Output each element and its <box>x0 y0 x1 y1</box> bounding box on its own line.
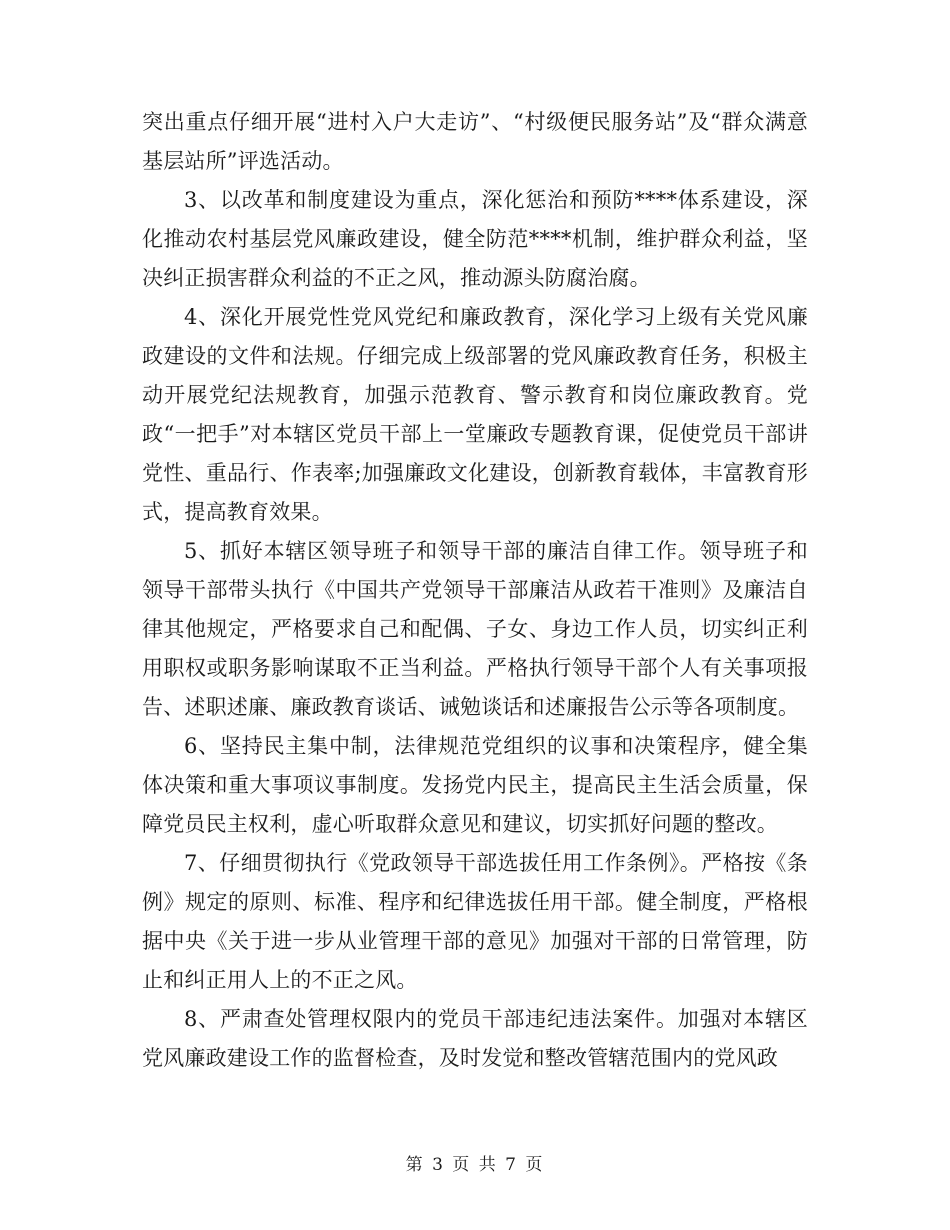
paragraph-item-4: 4、深化开展党性党风党纪和廉政教育，深化学习上级有关党风廉政建设的文件和法规。仔细完成上级部署的党风廉政教育任务，积极主动开展党纪法规教育，加强示范教育、警示教育和岗位廉政教育。党政“一把手”对本辖区党员干部上一堂廉政专题教育课，促使党员干部讲党性、重品行、作表率;加强廉政文化建设，创新教育载体，丰富教育形式，提高教育效果。 <box>142 305 808 524</box>
paragraph-item-7: 7、仔细贯彻执行《党政领导干部选拔任用工作条例》。严格按《条例》规定的原则、标准、程序和纪律选拔任用干部。健全制度，严格根据中央《关于进一步从业管理干部的意见》加强对干部的日常管理，防止和纠正用人上的不正之风。 <box>142 851 808 992</box>
page-number-footer: 第 3 页 共 7 页 <box>405 1155 545 1175</box>
paragraph-item-6: 6、坚持民主集中制，法律规范党组织的议事和决策程序，健全集体决策和重大事项议事制度。发扬党内民主，提高民主生活会质量，保障党员民主权利，虚心听取群众意见和建议，切实抓好问题的整改。 <box>142 734 808 836</box>
document-body <box>142 103 808 1078</box>
paragraph-item-3: 3、以改革和制度建设为重点，深化惩治和预防****体系建设，深化推动农村基层党风廉政建设，健全防范****机制，维护群众利益，坚决纠正损害群众利益的不正之风，推动源头防腐治腐。 <box>142 188 808 290</box>
paragraph-item-8: 8、严肃查处管理权限内的党员干部违纪违法案件。加强对本辖区党风廉政建设工作的监督检查，及时发觉和整改管辖范围内的党风政 <box>142 1007 808 1070</box>
paragraph-item-5: 5、抓好本辖区领导班子和领导干部的廉洁自律工作。领导班子和领导干部带头执行《中国共产党领导干部廉洁从政若干准则》及廉洁自律其他规定，严格要求自己和配偶、子女、身边工作人员，切实纠正利用职权或职务影响谋取不正当利益。严格执行领导干部个人有关事项报告、述职述廉、廉政教育谈话、诫勉谈话和述廉报告公示等各项制度。 <box>142 539 808 719</box>
paragraph-continuation: 突出重点仔细开展“进村入户大走访”、“村级便民服务站”及“群众满意基层站所”评选活动。 <box>142 110 808 173</box>
